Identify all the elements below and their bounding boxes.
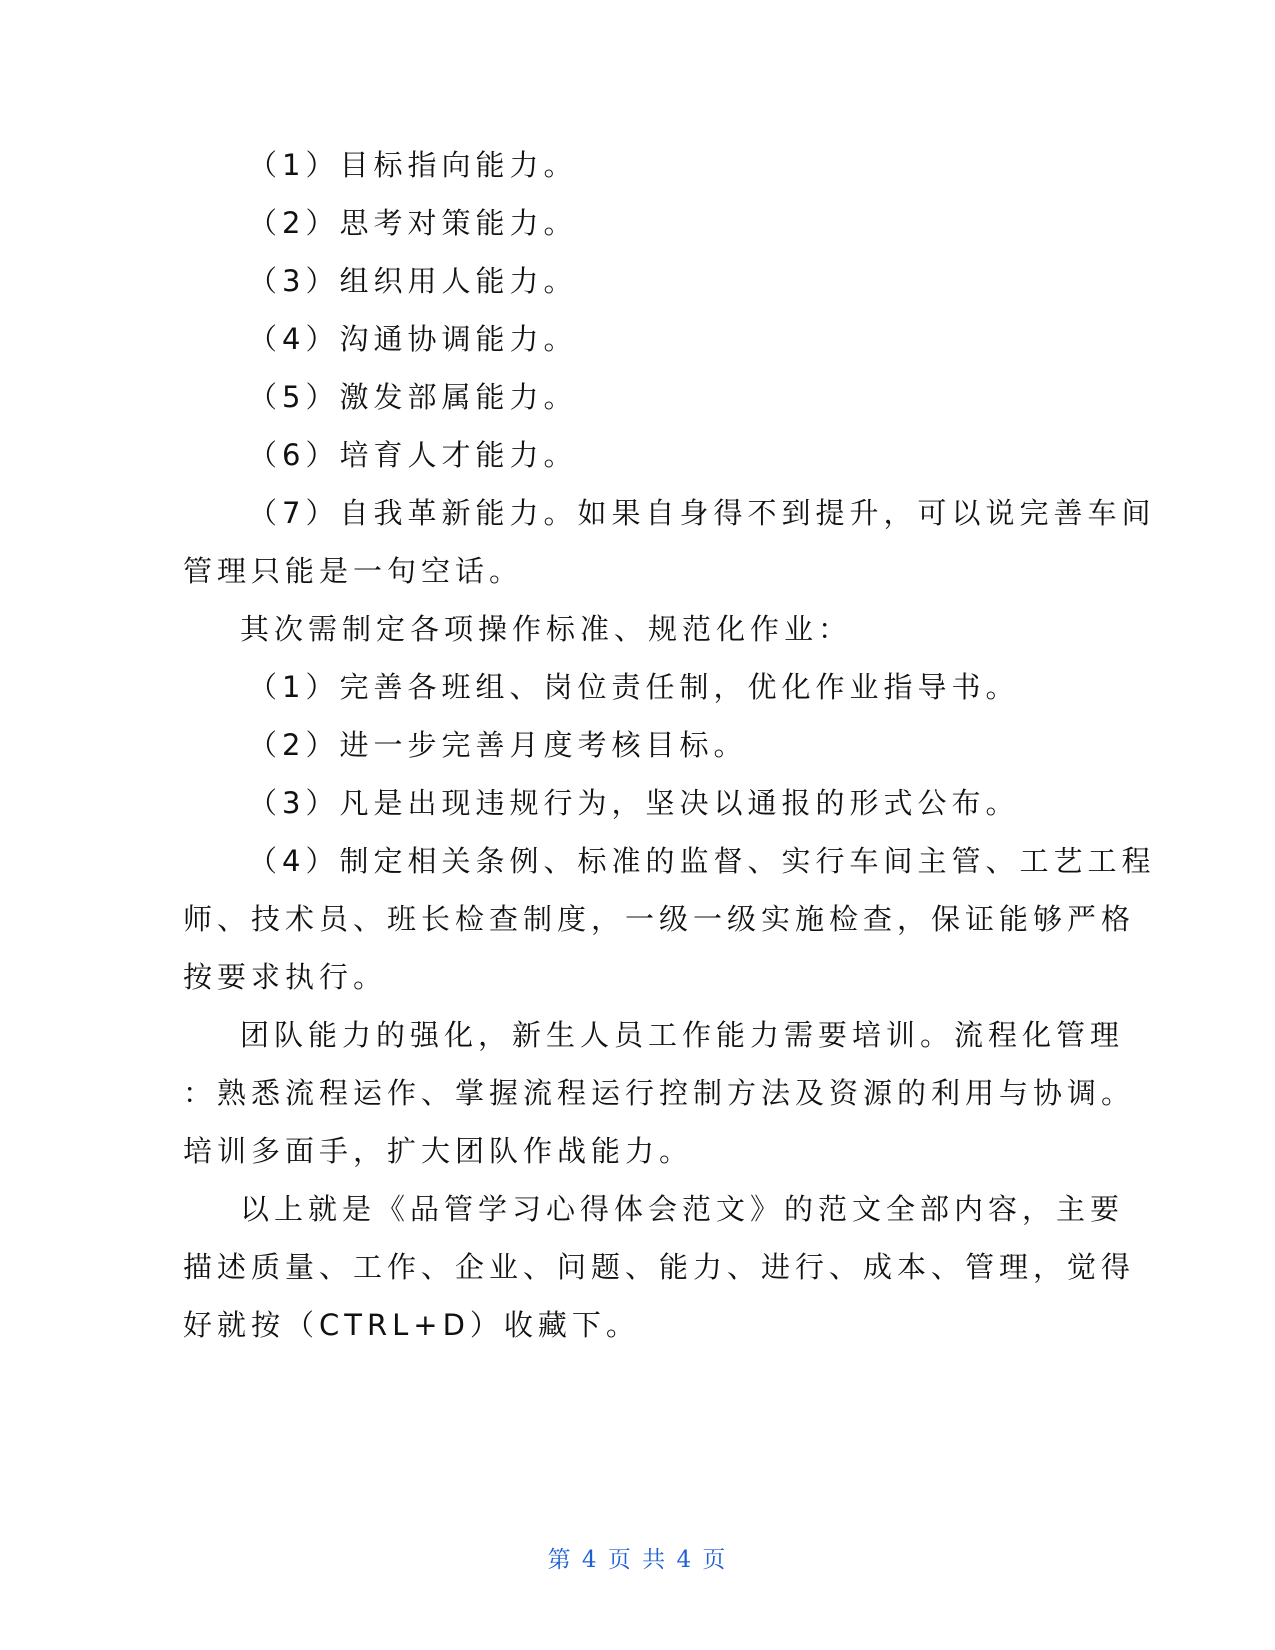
list-item-standard-1: （1）完善各班组、岗位责任制，优化作业指导书。: [248, 670, 1020, 704]
paragraph-line: ：熟悉流程运作、掌握流程运行控制方法及资源的利用与协调。: [183, 1076, 1136, 1110]
paragraph-line: 培训多面手，扩大团队作战能力。: [183, 1134, 694, 1168]
list-item-4: （4）沟通协调能力。: [248, 322, 578, 356]
team-paragraph: 团队能力的强化，新生人员工作能力需要培训。流程化管理: [240, 1018, 1125, 1052]
list-item-3: （3）组织用人能力。: [248, 264, 578, 298]
page-number-footer: 第 4 页 共 4 页: [547, 1547, 728, 1573]
section-intro: 其次需制定各项操作标准、规范化作业：: [240, 612, 853, 646]
list-item-standard-3: （3）凡是出现违规行为，坚决以通报的形式公布。: [248, 786, 1020, 820]
closing-paragraph: 以上就是《品管学习心得体会范文》的范文全部内容，主要: [240, 1192, 1125, 1226]
paragraph-line: 管理只能是一句空话。: [183, 554, 524, 588]
list-item-2: （2）思考对策能力。: [248, 206, 578, 240]
list-item-6: （6）培育人才能力。: [248, 438, 578, 472]
list-item-5: （5）激发部属能力。: [248, 380, 578, 414]
list-item-standard-4: （4）制定相关条例、标准的监督、实行车间主管、工艺工程: [248, 844, 1156, 878]
paragraph-line: 描述质量、工作、企业、问题、能力、进行、成本、管理，觉得: [183, 1250, 1136, 1284]
list-item-7: （7）自我革新能力。如果自身得不到提升，可以说完善车间: [248, 496, 1156, 530]
paragraph-line: 按要求执行。: [183, 960, 388, 994]
paragraph-line: 好就按（CTRL+D）收藏下。: [183, 1308, 640, 1342]
list-item-standard-2: （2）进一步完善月度考核目标。: [248, 728, 748, 762]
list-item-1: （1）目标指向能力。: [248, 148, 578, 182]
paragraph-line: 师、技术员、班长检查制度，一级一级实施检查，保证能够严格: [183, 902, 1136, 936]
